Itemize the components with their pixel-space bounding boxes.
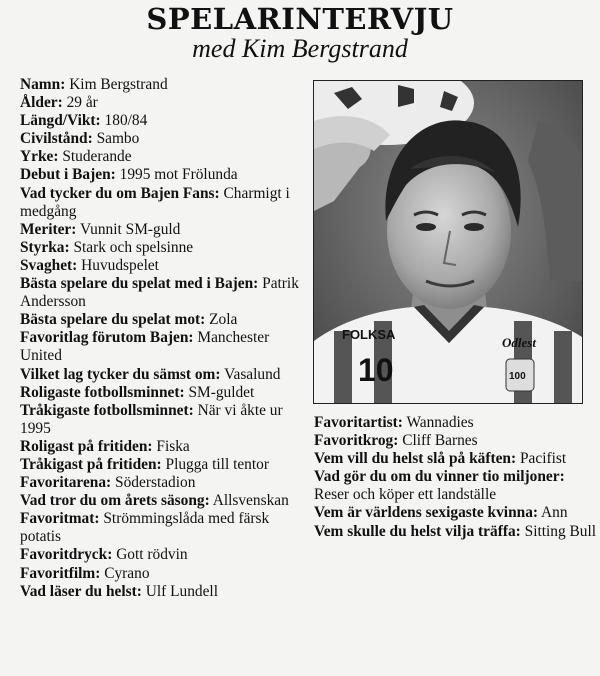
interview-question: Roligast på fritiden: [20,437,153,455]
interview-question: Favoritfilm: [20,564,101,582]
interview-answer: Studerande [62,148,132,166]
interview-entry [20,148,310,166]
interview-entry [314,414,598,432]
interview-answer: 29 år [66,94,98,112]
player-photo [313,80,583,404]
interview-answer: Söderstadion [115,474,196,492]
interview-answer: Wannadies [406,414,474,431]
interview-question: Debut i Bajen: [20,166,116,184]
interview-entry [20,221,310,239]
interview-question: Favoritarena: [20,474,112,492]
interview-answer: Pacifist [519,450,567,468]
shirt-sponsor-text: FOLKSA [342,327,396,342]
interview-entry [20,185,310,221]
interview-question: Favoritlag förutom Bajen: [20,329,194,347]
interview-question: Tråkigaste fotbollsminnet: [20,401,194,419]
interview-entry [20,583,310,601]
interview-question: Roligaste fotbollsminnet: [20,383,185,401]
shirt-brand-text: Odlest [502,335,536,350]
interview-entry [20,130,310,148]
interview-question: Vad gör du om du vinner tio miljoner: [314,468,565,486]
interview-entry [20,311,310,329]
interview-answer: När vi åkte ur 1995 [20,401,283,437]
page-subtitle: med Kim Bergstrand [192,34,408,63]
interview-question: Styrka: [20,238,70,256]
page-title: SPELARINTERVJU [146,2,454,36]
interview-answer: Ulf Lundell [145,582,218,600]
interview-answer: Vasalund [224,365,281,383]
interview-answer: Zola [209,311,238,329]
interview-question: Tråkigast på fritiden: [20,455,162,473]
interview-left-column [20,76,310,601]
interview-question: Bästa spelare du spelat med i Bajen: [20,275,259,293]
interview-question: Civilstånd: [20,130,93,148]
interview-entry [20,94,310,112]
interview-answer: Fiska [156,437,190,455]
interview-answer: 180/84 [104,112,148,130]
club-badge-text: 100 [509,371,526,382]
interview-entry [20,456,310,474]
interview-entry [20,166,310,184]
interview-question: Vad läser du helst: [20,582,142,600]
interview-entry [20,510,310,546]
interview-answer: Plugga till tentor [165,455,269,473]
interview-answer: Kim Bergstrand [69,76,168,93]
interview-answer: Sambo [96,130,140,148]
interview-entry [20,492,310,510]
interview-answer: Cyrano [104,564,150,582]
interview-question: Längd/Vikt: [20,112,101,130]
interview-question: Svaghet: [20,256,78,274]
interview-entry [20,402,310,438]
interview-answer: Charmigt i medgång [20,184,290,220]
interview-question: Favoritkrog: [314,432,399,450]
interview-question: Vad tycker du om Bajen Fans: [20,184,220,202]
interview-entry [20,546,310,564]
interview-entry [20,565,310,583]
interview-right-column [314,414,598,541]
interview-answer: Vunnit SM-guld [79,220,181,238]
interview-entry [314,504,598,522]
interview-answer: 1995 mot Frölunda [119,166,238,184]
interview-answer: Reser och köper ett landställe [314,486,497,504]
interview-entry [20,384,310,402]
interview-question: Vad tror du om årets säsong: [20,492,210,510]
interview-entry [314,450,598,468]
interview-entry [20,76,310,94]
interview-entry [314,432,598,450]
interview-answer: Manchester United [20,329,270,365]
interview-answer: Sitting Bull [524,522,597,540]
interview-question: Bästa spelare du spelat mot: [20,311,206,329]
interview-answer: Strömmingslåda med färsk potatis [20,510,270,546]
interview-entry [20,275,310,311]
interview-entry [20,257,310,275]
interview-answer: Cliff Barnes [402,432,478,450]
interview-question: Namn: [20,76,66,93]
interview-question: Vem vill du helst slå på käften: [314,450,517,468]
interview-question: Meriter: [20,220,77,238]
interview-entry [20,112,310,130]
interview-question: Vem skulle du helst vilja träffa: [314,522,521,540]
interview-entry [20,366,310,384]
interview-entry [314,523,598,541]
interview-entry [20,239,310,257]
interview-question: Favoritartist: [314,414,403,431]
interview-answer: Huvudspelet [81,256,159,274]
interview-answer: Allsvenskan [212,492,289,510]
interview-question: Favoritmat: [20,510,100,528]
interview-entry [20,329,310,365]
interview-question: Ålder: [20,94,63,112]
interview-question: Vem är världens sexigaste kvinna: [314,504,539,522]
interview-answer: Gott rödvin [116,546,188,564]
interview-answer: Ann [541,504,568,522]
interview-entry [20,438,310,456]
interview-question: Yrke: [20,148,59,166]
interview-entry [20,474,310,492]
interview-question: Vilket lag tycker du sämst om: [20,365,221,383]
interview-answer: SM-guldet [188,383,255,401]
interview-question: Favoritdryck: [20,546,113,564]
shirt-number-text: 10 [358,352,394,388]
interview-entry [314,468,598,504]
interview-answer: Patrik Andersson [20,275,299,311]
interview-answer: Stark och spelsinne [73,238,194,256]
